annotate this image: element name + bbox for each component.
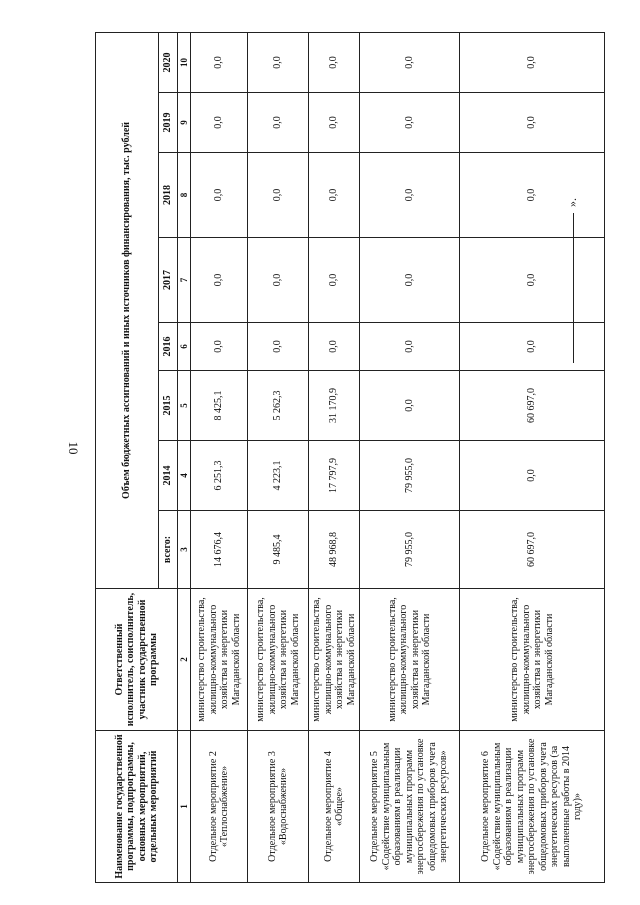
value-2015: 8 425,1	[191, 371, 248, 441]
value-total: 79 955,0	[360, 511, 460, 589]
value-2016: 0,0	[460, 323, 605, 371]
column-index: 7	[178, 238, 191, 323]
financing-table	[95, 32, 605, 883]
value-total: 60 697,0	[460, 511, 605, 589]
value-2016: 0,0	[309, 323, 360, 371]
value-2017: 0,0	[309, 238, 360, 323]
value-2019: 0,0	[191, 93, 248, 153]
measure-name: Отдельное мероприятие 2 «Теплоснабжение»	[191, 731, 248, 883]
header-year: 2019	[159, 93, 178, 153]
header-year: 2014	[159, 441, 178, 511]
value-2015: 60 697,0	[460, 371, 605, 441]
value-2018: 0,0	[248, 153, 309, 238]
value-2018: 0,0	[309, 153, 360, 238]
header-year: 2018	[159, 153, 178, 238]
value-2020: 0,0	[191, 32, 248, 92]
value-2016: 0,0	[248, 323, 309, 371]
responsible-executor: министерство строительства, жилищно-коммунального хозяйства и энергетики Магаданской области	[460, 589, 605, 731]
column-index: 9	[178, 93, 191, 153]
value-2016: 0,0	[191, 323, 248, 371]
header-year: 2017	[159, 238, 178, 323]
header-finance: Объем бюджетных ассигнований и иных источников финансирования, тыс. рублей	[96, 32, 159, 588]
rotated-table-container	[95, 33, 600, 883]
value-2019: 0,0	[360, 93, 460, 153]
value-2020: 0,0	[460, 32, 605, 92]
value-2015: 31 170,9	[309, 371, 360, 441]
value-2014: 17 797,9	[309, 441, 360, 511]
value-2018: 0,0	[460, 153, 605, 238]
value-2018: 0,0	[191, 153, 248, 238]
header-year: 2020	[159, 32, 178, 92]
table-row	[191, 32, 248, 882]
value-2017: 0,0	[360, 238, 460, 323]
measure-name: Отдельное мероприятие 6 «Содействие муниципальным образованиям в реализации муниципальных программ энергосбережения по установке общедомовых приборов учета энергетических ресурсов (за выполненные работы в 2014 году)»	[460, 731, 605, 883]
closing-line	[573, 213, 574, 363]
value-2020: 0,0	[309, 32, 360, 92]
header-year: 2016	[159, 323, 178, 371]
column-index: 1	[178, 731, 191, 883]
header-name: Наименование государственной программы, подпрограммы, основных мероприятий, отдельных мероприятий	[96, 731, 178, 883]
header-year: 2015	[159, 371, 178, 441]
measure-name: Отдельное мероприятие 3 «Водоснабжение»	[248, 731, 309, 883]
value-2018: 0,0	[360, 153, 460, 238]
page-number: 10	[66, 441, 81, 455]
value-2019: 0,0	[248, 93, 309, 153]
column-index: 10	[178, 32, 191, 92]
value-2019: 0,0	[309, 93, 360, 153]
responsible-executor: министерство строительства, жилищно-коммунального хозяйства и энергетики Магаданской области	[309, 589, 360, 731]
value-2017: 0,0	[248, 238, 309, 323]
value-total: 48 968,8	[309, 511, 360, 589]
responsible-executor: министерство строительства, жилищно-коммунального хозяйства и энергетики Магаданской области	[248, 589, 309, 731]
value-2016: 0,0	[360, 323, 460, 371]
header-row	[96, 32, 159, 882]
value-total: 9 485,4	[248, 511, 309, 589]
closing-mark	[565, 163, 579, 363]
value-2019: 0,0	[460, 93, 605, 153]
value-2015: 0,0	[360, 371, 460, 441]
responsible-executor: министерство строительства, жилищно-коммунального хозяйства и энергетики Магаданской области	[360, 589, 460, 731]
table-row	[460, 32, 605, 882]
value-2014: 4 223,1	[248, 441, 309, 511]
measure-name: Отдельное мероприятие 4 «Общее»	[309, 731, 360, 883]
column-index: 4	[178, 441, 191, 511]
value-2017: 0,0	[191, 238, 248, 323]
column-index: 6	[178, 323, 191, 371]
value-total: 14 676,4	[191, 511, 248, 589]
value-2020: 0,0	[248, 32, 309, 92]
header-total: всего:	[159, 511, 178, 589]
header-responsible: Ответственный исполнитель, соисполнитель, участник государственной программы	[96, 589, 178, 731]
value-2014: 0,0	[460, 441, 605, 511]
value-2015: 5 262,3	[248, 371, 309, 441]
value-2017: 0,0	[460, 238, 605, 323]
value-2014: 6 251,3	[191, 441, 248, 511]
column-index: 3	[178, 511, 191, 589]
column-index: 2	[178, 589, 191, 731]
measure-name: Отдельное мероприятие 5 «Содействие муниципальным образованиям в реализации муниципальных программ энергосбережения по установке общедомовых приборов учета энергетических ресурсов»	[360, 731, 460, 883]
value-2014: 79 955,0	[360, 441, 460, 511]
column-index: 5	[178, 371, 191, 441]
responsible-executor: министерство строительства, жилищно-коммунального хозяйства и энергетики Магаданской области	[191, 589, 248, 731]
table-row	[309, 32, 360, 882]
closing-quote: ».	[565, 198, 579, 207]
column-index-row	[178, 32, 191, 882]
value-2020: 0,0	[360, 32, 460, 92]
table-row	[248, 32, 309, 882]
table-row	[360, 32, 460, 882]
column-index: 8	[178, 153, 191, 238]
